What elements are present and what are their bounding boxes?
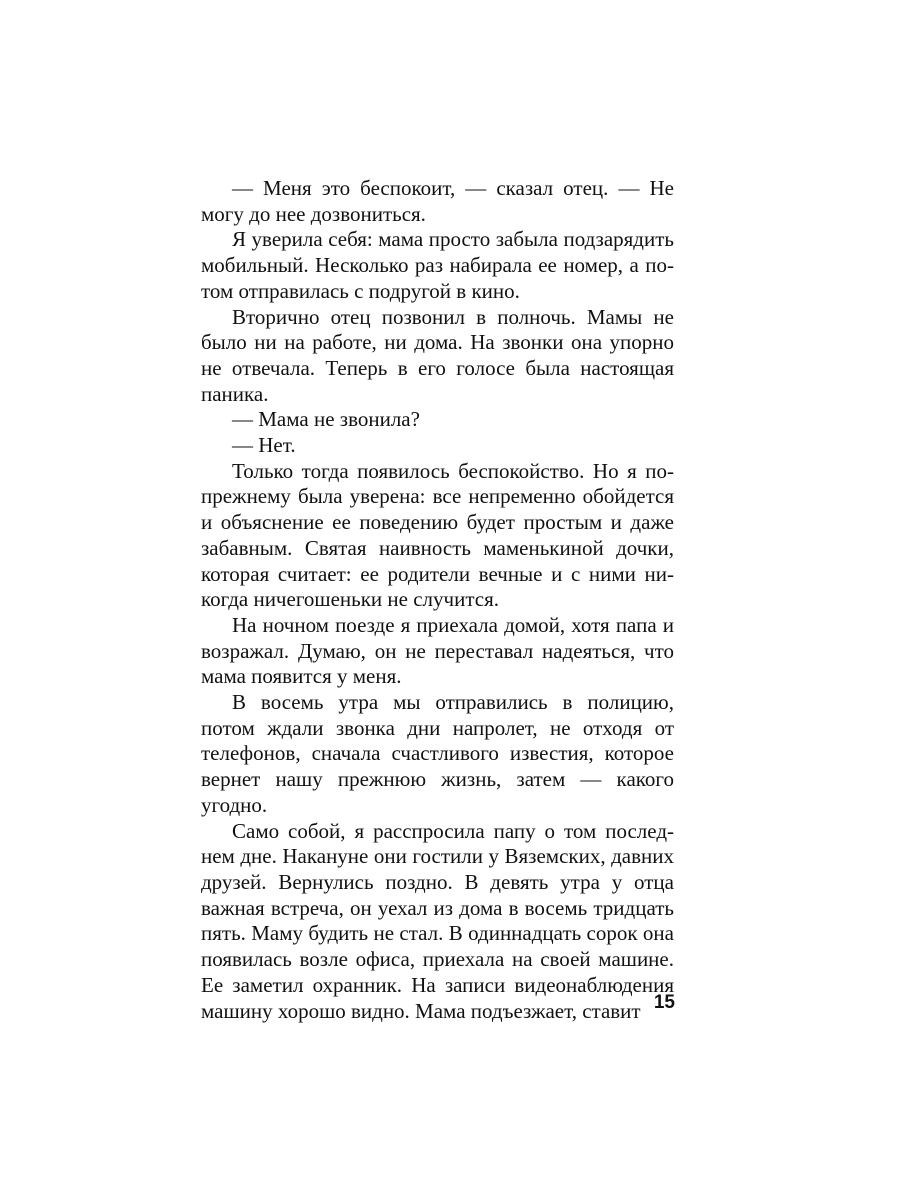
paragraph: — Мама не звонила? [232,407,420,432]
page-number: 15 [653,992,675,1013]
paragraph: Вторично отец позвонил в полночь. Мамы не было ни на работе, ни дома. На звонки она упорно не отвечала. Теперь в его голосе была настоящая паника. [201,304,674,406]
paragraph: На ночном поезде я приехала домой, хотя папа и возражал. Думаю, он не переставал надеяться, что мама появится у меня. [201,612,674,689]
paragraph: — Меня это беспокоит, — сказал отец. — Не могу до нее дозвониться. [201,176,674,226]
paragraph: Только тогда появилось беспокойство. Но я попрежнему была уверена: все непременно обойдется и объяснение ее поведению будет простым и даже забавным. Святая наивность маменькиной дочки, которая считает: ее родители вечные и с ними никогда ничегошеньки не случится. [201,458,674,612]
paragraph: В восемь утра мы отправились в полицию, потом ждали звонка дни напролет, не отходя от телефонов, сначала счастливого известия, которое вернет нашу прежнюю жизнь, затем — какого угодно. [201,690,674,817]
paragraph: Я уверила себя: мама просто забыла подзарядить мобильный. Несколько раз набирала ее номер, а потом отправилась с подругой в кино. [201,227,674,303]
body-text [201,176,674,1024]
paragraph: — Нет. [232,433,296,458]
paragraph: Само собой, я расспросила папу о том последнем дне. Накануне они гостили у Вяземских, давних друзей. Вернулись поздно. В девять утра у отца важная встреча, он уехал из дома в восемь тридцать пять. Маму будить не стал. В одиннадцать сорок она появилась возле офиса, приехала на своей машине. Ее заметил охранник. На записи видеонаблюдения машину хорошо видно. Мама подъезжает, ставит [201,818,674,1023]
